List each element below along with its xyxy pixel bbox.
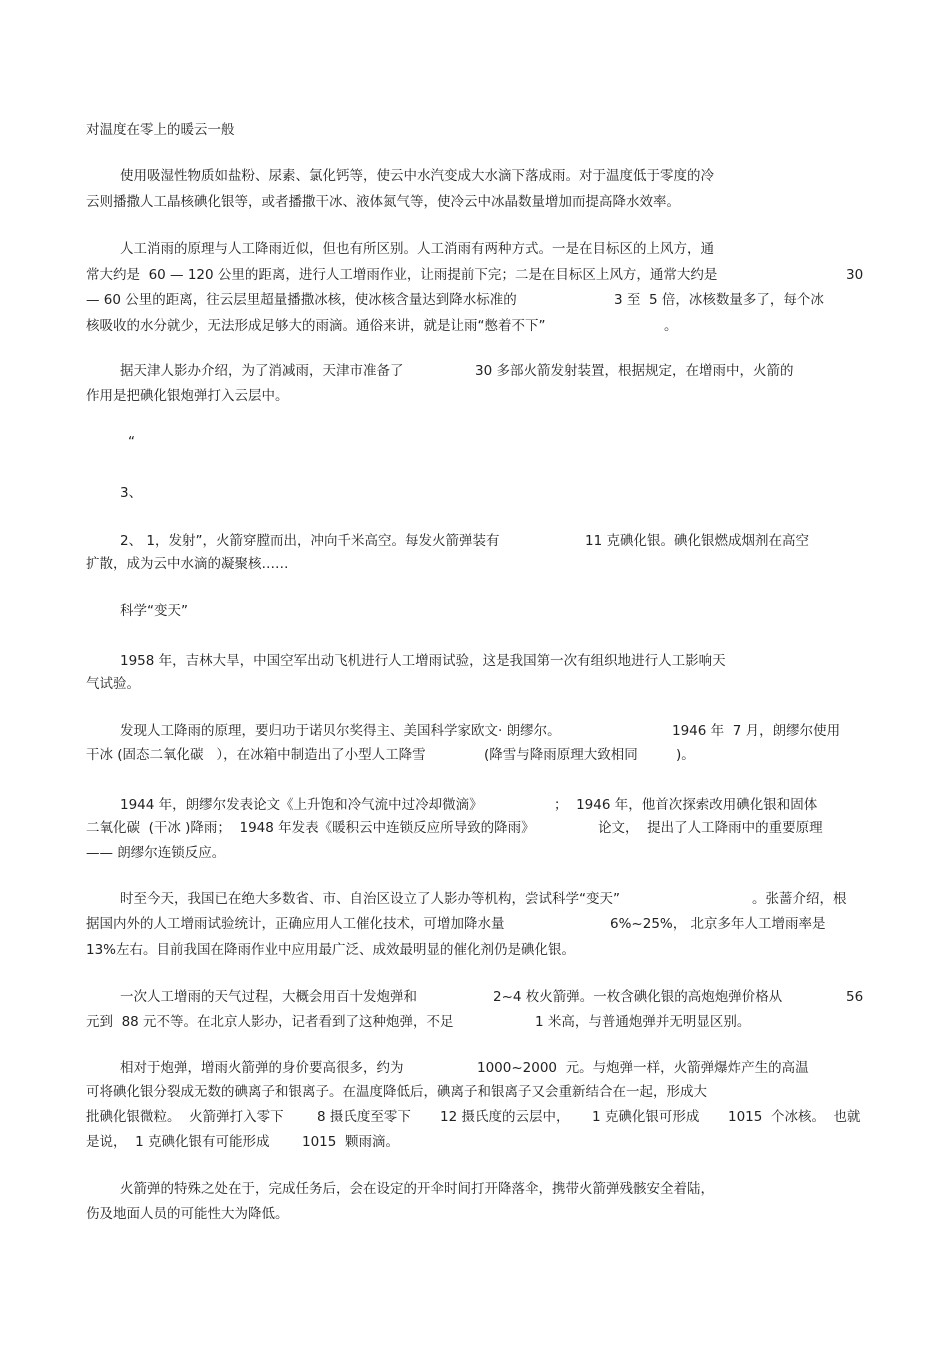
text-line: 气试验。 (86, 676, 140, 692)
text-line: 批碘化银微粒。 火箭弹打入零下 (86, 1109, 284, 1125)
section-heading: 科学“变天” (120, 603, 188, 619)
text-line: 常大约是 60 — 120 公里的距离，进行人工增雨作业，让雨提前下完；二是在目标区上风方，通常大约是 (86, 267, 718, 283)
text-line: 云则播撒人工晶核碘化银等，或者播撒干冰、液体氮气等，使冷云中冰晶数量增加而提高降水效率。 (86, 194, 680, 210)
text-line: 30 多部火箭发射装置，根据规定，在增雨中，火箭的 (475, 363, 794, 379)
text-line: 8 摄氏度至零下 (317, 1109, 411, 1125)
text-line: 1946 年 7 月，朗缪尔使用 (672, 723, 841, 739)
text-line: 论文， 提出了人工降雨中的重要原理 (598, 820, 823, 836)
text-line: 相对于炮弹，增雨火箭弹的身价要高很多，约为 (120, 1060, 404, 1076)
text-line: 据天津人影办介绍，为了消减雨，天津市准备了 (120, 363, 404, 379)
text-line: 时至今天，我国已在绝大多数省、市、自治区设立了人影办等机构，尝试科学“变天” (120, 891, 620, 907)
text-line: 一次人工增雨的天气过程，大概会用百十发炮弹和 (120, 989, 417, 1005)
text-line: 二氧化碳 (干冰 )降雨； 1948 年发表《暖积云中连锁反应所导致的降雨》 (86, 820, 535, 836)
text-line: —— 朗缪尔连锁反应。 (86, 845, 226, 861)
text-line: 伤及地面人员的可能性大为降低。 (86, 1206, 289, 1222)
text-line: )。 (676, 747, 695, 763)
text-line: 核吸收的水分就少，无法形成足够大的雨滴。通俗来讲，就是让雨“憋着不下” (86, 318, 546, 334)
text-line: 56 (846, 989, 864, 1005)
text-line: 据国内外的人工增雨试验统计，正确应用人工催化技术，可增加降水量 (86, 916, 505, 932)
text-line: 6%~25%， 北京多年人工增雨率是 (610, 916, 826, 932)
text-line: 13%左右。目前我国在降雨作业中应用最广泛、成效最明显的催化剂仍是碘化银。 (86, 942, 576, 958)
text-line: 元到 88 元不等。在北京人影办，记者看到了这种炮弹，不足 (86, 1014, 454, 1030)
text-line: 1 克碘化银可形成 (592, 1109, 700, 1125)
text-line: 11 克碘化银。碘化银燃成烟剂在高空 (585, 533, 809, 549)
text-line: 。 (664, 318, 678, 334)
text-line: 干冰 (固态二氧化碳 ），在冰箱中制造出了小型人工降雪 (86, 747, 426, 763)
text-line: 1958 年，吉林大旱，中国空军出动飞机进行人工增雨试验，这是我国第一次有组织地进行人工影响天 (120, 653, 726, 669)
text-line: 扩散，成为云中水滴的凝聚核…… (86, 556, 289, 572)
text-line: 1000~2000 元。与炮弹一样，火箭弹爆炸产生的高温 (477, 1060, 809, 1076)
text-line: 发现人工降雨的原理，要归功于诺贝尔奖得主、美国科学家欧文· 朗缪尔。 (120, 723, 561, 739)
text-line: 是说， 1 克碘化银有可能形成 (86, 1134, 270, 1150)
text-line: 对温度在零上的暖云一般 (86, 122, 235, 138)
text-line: 人工消雨的原理与人工降雨近似，但也有所区别。人工消雨有两种方式。一是在目标区的上风方，通 (120, 241, 714, 257)
text-line: 30 (846, 267, 864, 283)
text-line: 可将碘化银分裂成无数的碘离子和银离子。在温度降低后，碘离子和银离子又会重新结合在一起，形成大 (86, 1084, 707, 1100)
text-line: 3 至 5 倍，冰核数量多了，每个冰 (614, 292, 824, 308)
text-line: 火箭弹的特殊之处在于，完成任务后，会在设定的开伞时间打开降落伞，携带火箭弹残骸安全着陆， (120, 1181, 714, 1197)
text-line: 使用吸湿性物质如盐粉、尿素、氯化钙等，使云中水汽变成大水滴下落成雨。对于温度低于零度的冷 (120, 168, 714, 184)
text-line: 2~4 枚火箭弹。一枚含碘化银的高炮炮弹价格从 (493, 989, 783, 1005)
text-line: 1015 颗雨滴。 (302, 1134, 399, 1150)
text-line: 1015 个冰核。 也就 (728, 1109, 861, 1125)
text-line: 1 米高，与普通炮弹并无明显区别。 (535, 1014, 751, 1030)
text-line: 12 摄氏度的云层中， (440, 1109, 570, 1125)
text-line: 3、 (120, 485, 143, 501)
text-line: “ (128, 434, 135, 450)
text-line: 。张蔷介绍，根 (752, 891, 847, 907)
text-line: 1944 年，朗缪尔发表论文《上升饱和冷气流中过冷却微滴》 (120, 797, 483, 813)
text-line: — 60 公里的距离，往云层里超量播撒冰核，使冰核含量达到降水标准的 (86, 292, 517, 308)
text-line: (降雪与降雨原理大致相同 (484, 747, 638, 763)
text-line: ； 1946 年，他首次探索改用碘化银和固体 (554, 797, 818, 813)
text-line: 2、 1，发射”，火箭穿膛而出，冲向千米高空。每发火箭弹装有 (120, 533, 500, 549)
text-line: 作用是把碘化银炮弹打入云层中。 (86, 388, 289, 404)
